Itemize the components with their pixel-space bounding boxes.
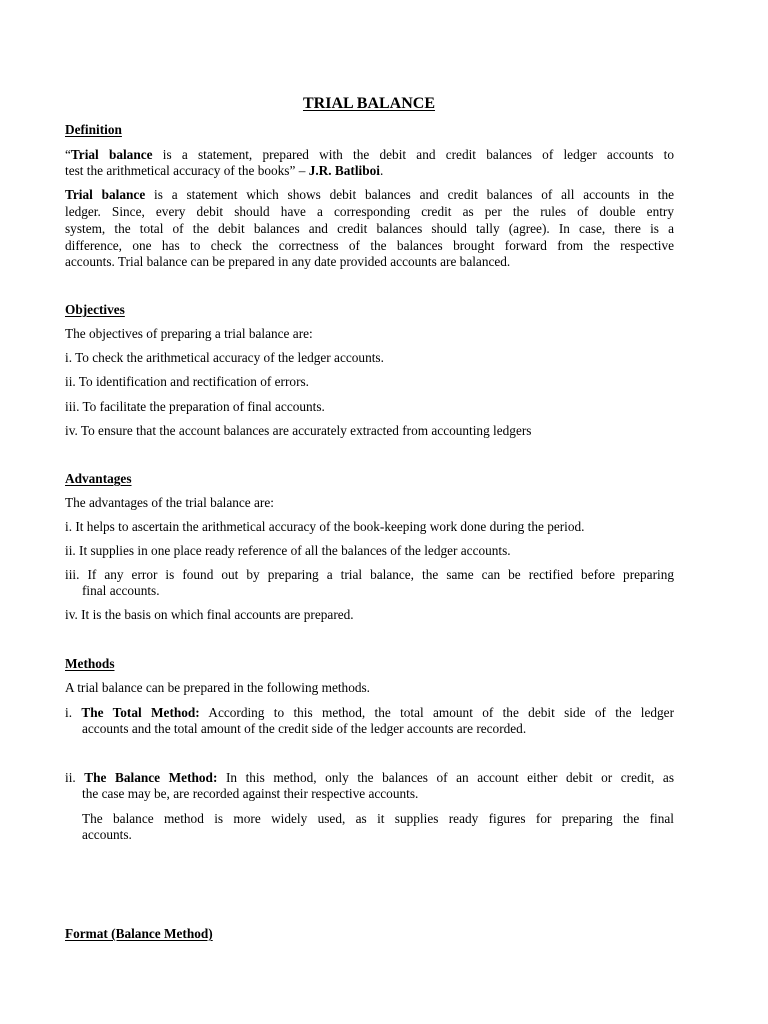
method-total-line2: accounts and the total amount of the credit side of the ledger accounts are recorded. xyxy=(82,721,527,736)
methods-heading: Methods xyxy=(65,656,115,671)
objectives-item: iv. To ensure that the account balances are accurately extracted from accounting ledgers xyxy=(65,423,532,438)
objectives-intro: The objectives of preparing a trial balance are: xyxy=(65,326,313,341)
advantages-item-continuation: final accounts. xyxy=(82,583,160,598)
objectives-item: iii. To facilitate the preparation of final accounts. xyxy=(65,399,325,414)
method-total-line1: i. The Total Method: According to this method, the total amount of the debit side of the ledger xyxy=(65,705,675,720)
advantages-item: ii. It supplies in one place ready reference of all the balances of the ledger accounts. xyxy=(65,543,511,558)
objectives-heading: Objectives xyxy=(65,302,125,317)
method-balance-line1: ii. The Balance Method: In this method, only the balances of an account either debit or credit, as xyxy=(65,770,674,785)
advantages-item: iv. It is the basis on which final accounts are prepared. xyxy=(65,607,354,622)
page-title: TRIAL BALANCE xyxy=(302,95,436,112)
objectives-item: ii. To identification and rectification of errors. xyxy=(65,374,309,389)
advantages-intro: The advantages of the trial balance are: xyxy=(65,495,274,510)
advantages-heading: Advantages xyxy=(65,471,132,486)
advantages-item: i. It helps to ascertain the arithmetical accuracy of the book-keeping work done during the period. xyxy=(65,519,585,534)
method-balance-note-line1: The balance method is more widely used, as it supplies ready figures for preparing the final xyxy=(82,811,674,826)
definition-para-line2: ledger. Since, every debit should have a corresponding credit as per the rules of double entry xyxy=(65,204,674,219)
definition-para-line4: difference, one has to check the correctness of the balances brought forward from the respective xyxy=(65,238,674,253)
method-balance-note-line2: accounts. xyxy=(82,827,132,842)
format-heading: Format (Balance Method) xyxy=(65,926,213,941)
definition-para-line3: system, the total of the debit balances and credit balances should tally (agree). In case, there is a xyxy=(65,221,674,236)
definition-quote-line2: test the arithmetical accuracy of the books” – J.R. Batliboi. xyxy=(65,163,384,178)
objectives-item: i. To check the arithmetical accuracy of the ledger accounts. xyxy=(65,350,384,365)
method-balance-line2: the case may be, are recorded against their respective accounts. xyxy=(82,786,419,801)
definition-heading: Definition xyxy=(65,122,122,137)
methods-intro: A trial balance can be prepared in the following methods. xyxy=(65,680,370,695)
definition-quote-line1: “Trial balance is a statement, prepared with the debit and credit balances of ledger accounts to xyxy=(65,147,674,162)
definition-para-line5: accounts. Trial balance can be prepared in any date provided accounts are balanced. xyxy=(65,254,511,269)
definition-para-line1: Trial balance is a statement which shows debit balances and credit balances of all accounts in the xyxy=(65,187,674,202)
advantages-item: iii. If any error is found out by preparing a trial balance, the same can be rectified before preparing xyxy=(65,567,674,582)
